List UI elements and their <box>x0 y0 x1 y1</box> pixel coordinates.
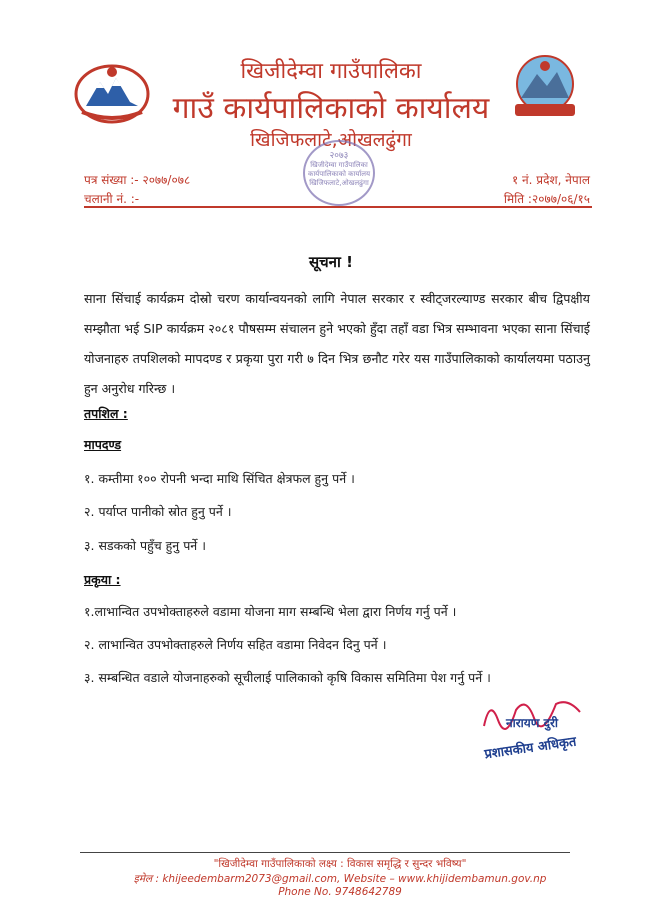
criteria-item: ३. सडकको पहुँच हुनु पर्ने । <box>84 538 206 553</box>
footer-divider <box>80 852 570 853</box>
criteria-item: १. कम्तीमा १०० रोपनी भन्दा माथि सिंचित क्षेत्रफल हुनु पर्ने । <box>84 471 355 486</box>
criteria-label: मापदण्ड <box>84 437 122 452</box>
signature-block <box>476 692 596 772</box>
stamp-line: कार्यपालिकाको कार्यालय <box>307 170 371 178</box>
procedure-item: १.लाभान्वित उपभोक्ताहरुले वडामा योजना माग सम्बन्धि भेला द्वारा निर्णय गर्नु पर्ने । <box>84 604 457 619</box>
dispatch-number: चलानी नं. :- <box>84 192 140 206</box>
date-label: मिति :२०७७/०६/१५ <box>503 192 590 206</box>
province-label: १ नं. प्रदेश, नेपाल <box>511 173 590 187</box>
signatory-designation: प्रशासकीय अधिकृत <box>483 734 578 763</box>
signatory-name: नारायण दुरी <box>506 716 558 730</box>
office-stamp <box>303 140 375 206</box>
stamp-line: खिजिफलाटे,ओखलढुंगा <box>309 179 369 187</box>
stamp-line: खिजीदेम्वा गाउँपालिका <box>310 161 368 169</box>
notice-body: साना सिंचाई कार्यक्रम दोस्रो चरण कार्यान्वयनको लागि नेपाल सरकार र स्वीट्जरल्याण्ड सरकार बीच द्विपक्षीय सम्झौता भई SIP कार्यक्रम २०८१ पौषसम्म संचालन हुने भएको हुँदा तहाँ वडा भित्र सम्भावना भएका साना सिंचाई योजनाहरु तपशिलको मापदण्ड र प्रकृया पुरा गरी ७ दिन भित्र छनौट गरेर यस गाउँपालिकाको कार्यालयमा पठाउनु हुन अनुरोध गरिन्छ । <box>84 291 590 396</box>
details-label: तपशिल : <box>84 406 128 421</box>
footer-contact: इमेल : khijeedembarm2073@gmail.com, Website – www.khijidembamun.gov.np <box>133 873 547 885</box>
stamp-year: २०७३ <box>329 151 349 161</box>
municipality-name: खिजीदेम्वा गाउँपालिका <box>240 59 422 84</box>
office-name: गाउँ कार्यपालिकाको कार्यालय <box>172 91 490 126</box>
reference-number: पत्र संख्या :- २०७७/०७८ <box>84 173 191 187</box>
procedure-item: ३. सम्बन्धित वडाले योजनाहरुको सूचीलाई पालिकाको कृषि विकास समितिमा पेश गर्नु पर्ने । <box>84 670 491 685</box>
procedure-item: २. लाभान्वित उपभोक्ताहरुले निर्णय सहित वडामा निवेदन दिनु पर्ने । <box>84 637 387 652</box>
office-address: खिजिफलाटे,ओखलढुंगा <box>250 129 412 151</box>
footer-motto: "खिजीदेम्वा गाउँपालिकाको लक्ष्य : विकास समृद्धि र सुन्दर भविष्य" <box>213 858 467 870</box>
header-divider <box>84 206 592 208</box>
criteria-item: २. पर्याप्त पानीको स्रोत हुनु पर्ने । <box>84 504 232 519</box>
notice-title: सूचना ! <box>309 253 353 271</box>
footer-phone: Phone No. 9748642789 <box>278 886 402 898</box>
procedure-label: प्रकृया : <box>84 572 121 587</box>
